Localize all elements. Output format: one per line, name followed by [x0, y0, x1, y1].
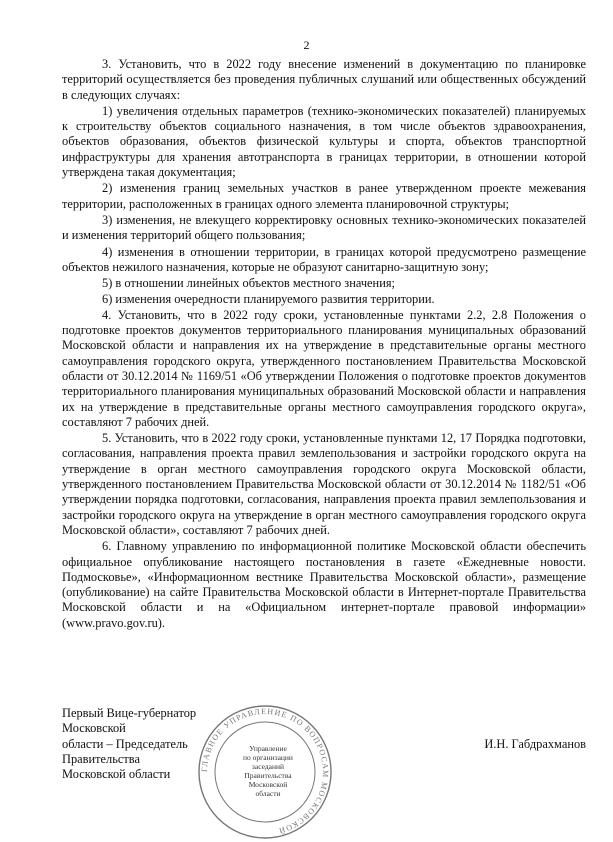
paragraph-4: 4. Установить, что в 2022 году сроки, установленные пунктами 2.2, 2.8 Положения о подготовке проектов документов территориального планирования муниципальных образований Московской области и направления их на утверждение в представительные органы местного самоуправления городского округа, утвержденного постановлением Правительства Московской области от 30.12.2014 № 1169/51 «Об утверждении Положения о подготовке проектов документов территориального планирования муниципальных образований Московской области и направления их на утверждение в представительные органы местного самоуправления городского округа», составляют 7 рабочих дней.: [62, 307, 586, 429]
paragraph-3-item-3: 3) изменения, не влекущего корректировку основных технико-экономических показателей и изменения территорий общего пользования;: [62, 212, 586, 243]
stamp-line: Правительства: [244, 771, 292, 780]
signatory-name: И.Н. Габдрахманов: [484, 737, 586, 751]
stamp-line: Московской: [248, 780, 288, 789]
page-number: 2: [303, 38, 310, 52]
paragraph-3: 3. Установить, что в 2022 году внесение изменений в документацию по планировке территорий осуществляется без проведения публичных слушаний или общественных обсуждений в следующих случаях:: [62, 57, 586, 102]
position-line: области – Председатель Правительства: [62, 736, 188, 766]
paragraph-5: 5. Установить, что в 2022 году сроки, установленные пунктами 12, 17 Порядка подготовки, согласования, направления проекта правил землепользования и застройки городского округа на утверждение в орган местного самоуправления городского округа Московской области, утвержденного постановлением Правительства Московской области от 30.12.2014 № 1182/51 «Об утверждении порядка подготовки, согласования, направления проекта правил землепользования и застройки городского округа на утверждение в орган местного самоуправления городского округа Московской области», составляют 7 рабочих дней.: [62, 431, 586, 537]
paragraph-3-item-1: 1) увеличения отдельных параметров (технико-экономических показателей) планируемых к строительству объектов социального назначения, в том числе объектов здравоохранения, объектов образования, объектов физической культуры и спорта, объектов транспортной инфраструктуры для хранения автотранспорта в границах территории, в отношении которой утверждена такая документация;: [62, 103, 586, 180]
signatory-position: [62, 706, 262, 782]
stamp-line: заседаний: [251, 762, 285, 771]
stamp-line: по организации: [243, 753, 293, 762]
paragraph-3-item-4: 4) изменения в отношении территории, в границах которой предусмотрено размещение объектов нежилого назначения, которые не образуют санитарно-защитную зону;: [62, 244, 586, 274]
document-body: [62, 57, 586, 631]
position-line: Первый Вице-губернатор Московской: [62, 706, 197, 736]
position-line: Московской области: [62, 767, 171, 782]
stamp-line: Управление: [249, 744, 287, 753]
stamp-ring-text: ГЛАВНОЕ УПРАВЛЕНИЕ ПО ВОПРОСАМ МОСКОВСКОЙ: [199, 706, 331, 836]
paragraph-3-item-5: 5) в отношении линейных объектов местного значения;: [102, 276, 395, 291]
paragraph-3-item-6: 6) изменения очередности планируемого развития территории.: [102, 292, 435, 307]
paragraph-3-item-2: 2) изменения границ земельных участков в ранее утвержденном проекте межевания территории, расположенных в границах одного элемента планировочной структуры;: [62, 181, 586, 211]
paragraph-6: 6. Главному управлению по информационной политике Московской области обеспечить официальное опубликование настоящего постановления в газете «Ежедневные новости. Подмосковье», «Информационном вестнике Правительства Московской области», размещение (опубликование) на сайте Правительства Московской области в Интернет-портале Правительства Московской области и на «Официальном интернет-портале правовой информации» (www.pravo.gov.ru).: [62, 539, 586, 630]
stamp-line: области: [255, 789, 281, 798]
